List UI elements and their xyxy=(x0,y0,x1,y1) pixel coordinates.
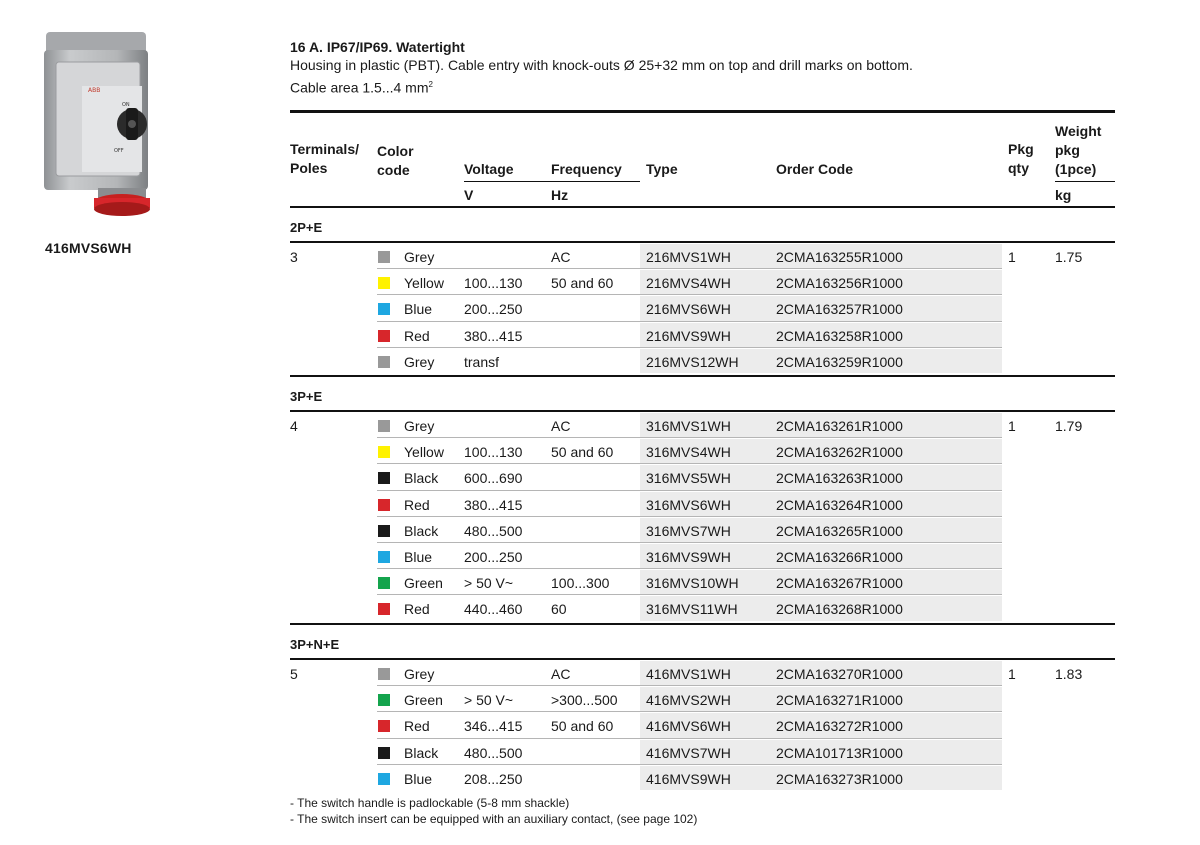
type-cell: 416MVS2WH xyxy=(646,692,731,709)
product-image xyxy=(42,28,154,218)
order-code-cell: 2CMA163258R1000 xyxy=(776,327,903,344)
col-weight-header xyxy=(1055,122,1101,179)
col-type-header: Type xyxy=(646,161,678,177)
order-code-cell: 2CMA163264R1000 xyxy=(776,496,903,513)
weight-cell: 1.79 xyxy=(1055,418,1083,434)
order-code-cell: 2CMA163272R1000 xyxy=(776,718,903,735)
voltage-cell: 100...130 xyxy=(464,275,523,292)
pkg-qty-cell: 1 xyxy=(1008,666,1016,682)
order-code-cell: 2CMA163256R1000 xyxy=(776,275,903,292)
voltage-cell: 480...500 xyxy=(464,744,523,761)
color-swatch xyxy=(378,720,390,732)
terminals-cell: 4 xyxy=(290,418,298,434)
voltage-cell: 200...250 xyxy=(464,301,523,318)
group-body xyxy=(290,243,1115,377)
frequency-cell: 100...300 xyxy=(551,575,610,592)
color-swatch xyxy=(378,420,390,432)
table-header xyxy=(290,113,1115,208)
group-label: 3P+E xyxy=(290,389,323,404)
color-name-cell: Yellow xyxy=(404,444,444,461)
frequency-cell: >300...500 xyxy=(551,692,618,709)
frequency-cell: AC xyxy=(551,249,571,265)
footnote-1: - The switch handle is padlockable (5-8 mm shackle) xyxy=(290,796,570,810)
order-code-cell: 2CMA163266R1000 xyxy=(776,549,903,565)
type-cell: 316MVS5WH xyxy=(646,470,731,487)
description-line-1: Housing in plastic (PBT). Cable entry with knock-outs Ø 25+32 mm on top and drill marks on bottom. xyxy=(290,57,913,73)
type-cell: 316MVS7WH xyxy=(646,522,731,539)
color-swatch xyxy=(378,330,390,342)
color-name-cell: Red xyxy=(404,327,430,344)
color-name-cell: Red xyxy=(404,718,430,735)
col-color-line2: code xyxy=(377,162,410,178)
header-underline-weight xyxy=(1055,181,1115,182)
color-name-cell: Grey xyxy=(404,249,435,265)
color-swatch xyxy=(378,446,390,458)
color-name-cell: Blue xyxy=(404,549,433,565)
col-frequency-header: Frequency xyxy=(551,161,622,177)
col-frequency-unit: Hz xyxy=(551,187,569,203)
type-cell: 316MVS6WH xyxy=(646,496,731,513)
type-cell: 216MVS6WH xyxy=(646,301,731,318)
col-weight-line2: pkg xyxy=(1055,142,1080,158)
color-swatch xyxy=(378,356,390,368)
row-divider xyxy=(377,685,1002,686)
footnotes xyxy=(290,795,697,827)
col-weight-line1: Weight xyxy=(1055,123,1102,139)
col-pkg-line1: Pkg xyxy=(1008,141,1034,157)
type-cell: 216MVS1WH xyxy=(646,249,731,265)
color-swatch xyxy=(378,303,390,315)
weight-cell: 1.83 xyxy=(1055,666,1083,682)
voltage-cell: 208...250 xyxy=(464,770,523,787)
color-name-cell: Green xyxy=(404,575,443,592)
group-label: 2P+E xyxy=(290,220,323,235)
terminals-cell: 5 xyxy=(290,666,298,682)
color-name-cell: Grey xyxy=(404,353,435,370)
group-label: 3P+N+E xyxy=(290,637,340,652)
col-order-code-header: Order Code xyxy=(776,161,854,177)
type-cell: 316MVS9WH xyxy=(646,549,731,565)
voltage-cell: 346...415 xyxy=(464,718,523,735)
frequency-cell: 50 and 60 xyxy=(551,718,614,735)
cable-area-text: Cable area 1.5...4 mm xyxy=(290,79,429,96)
type-cell: 216MVS9WH xyxy=(646,327,731,344)
color-name-cell: Grey xyxy=(404,418,435,434)
product-label: 416MVS6WH xyxy=(45,240,132,256)
order-code-cell: 2CMA163271R1000 xyxy=(776,692,903,709)
pkg-qty-cell: 1 xyxy=(1008,418,1016,434)
terminals-cell: 3 xyxy=(290,249,298,265)
color-name-cell: Red xyxy=(404,601,430,618)
row-divider xyxy=(377,294,1002,295)
voltage-cell: transf xyxy=(464,353,500,370)
type-cell: 316MVS11WH xyxy=(646,601,738,618)
frequency-cell: 60 xyxy=(551,601,567,618)
type-cell: 216MVS12WH xyxy=(646,353,739,370)
order-code-cell: 2CMA163265R1000 xyxy=(776,522,903,539)
footnote-2: - The switch insert can be equipped with an auxiliary contact, (see page 102) xyxy=(290,812,698,826)
color-swatch xyxy=(378,747,390,759)
row-divider xyxy=(377,594,1002,595)
frequency-cell: AC xyxy=(551,666,571,682)
color-swatch xyxy=(378,472,390,484)
section-title: 16 A. IP67/IP69. Watertight xyxy=(290,39,465,55)
color-name-cell: Red xyxy=(404,496,430,513)
section-header xyxy=(290,38,1170,98)
row-divider xyxy=(377,711,1002,712)
svg-text:ON: ON xyxy=(122,102,130,108)
group-body xyxy=(290,412,1115,625)
row-divider xyxy=(377,568,1002,569)
color-name-cell: Blue xyxy=(404,301,433,318)
spec-table xyxy=(290,110,1115,792)
col-pkg-header xyxy=(1008,140,1034,178)
svg-text:ABB: ABB xyxy=(88,87,101,94)
order-code-cell: 2CMA163261R1000 xyxy=(776,418,903,434)
order-code-cell: 2CMA163267R1000 xyxy=(776,575,903,592)
frequency-cell: 50 and 60 xyxy=(551,275,614,292)
row-divider xyxy=(377,437,1002,438)
group-header xyxy=(290,208,1115,243)
svg-text:OFF: OFF xyxy=(114,148,124,154)
voltage-cell: 380...415 xyxy=(464,496,523,513)
row-divider xyxy=(377,542,1002,543)
order-code-cell: 2CMA163263R1000 xyxy=(776,470,903,487)
col-terminals-line1: Terminals/ xyxy=(290,141,359,157)
color-name-cell: Grey xyxy=(404,666,435,682)
color-swatch xyxy=(378,603,390,615)
superscript-2: 2 xyxy=(428,80,433,89)
color-name-cell: Yellow xyxy=(404,275,444,292)
pkg-qty-cell: 1 xyxy=(1008,249,1016,265)
color-swatch xyxy=(378,251,390,263)
col-color-header xyxy=(377,142,414,180)
type-cell: 416MVS1WH xyxy=(646,666,731,682)
description-line-2 xyxy=(290,75,1170,98)
header-underline-vf xyxy=(464,181,640,182)
color-swatch xyxy=(378,277,390,289)
type-cell: 316MVS10WH xyxy=(646,575,739,592)
row-divider xyxy=(377,268,1002,269)
order-code-cell: 2CMA163273R1000 xyxy=(776,770,903,787)
voltage-cell: 100...130 xyxy=(464,444,523,461)
col-voltage-unit: V xyxy=(464,187,474,203)
color-swatch xyxy=(378,499,390,511)
color-name-cell: Blue xyxy=(404,770,433,787)
col-weight-unit: kg xyxy=(1055,187,1072,203)
color-swatch xyxy=(378,551,390,563)
type-cell: 316MVS1WH xyxy=(646,418,731,434)
color-name-cell: Black xyxy=(404,470,439,487)
order-code-cell: 2CMA163259R1000 xyxy=(776,353,903,370)
order-code-cell: 2CMA163255R1000 xyxy=(776,249,903,265)
voltage-cell: > 50 V~ xyxy=(464,692,514,709)
group-header xyxy=(290,625,1115,660)
voltage-cell: 380...415 xyxy=(464,327,523,344)
voltage-cell: 600...690 xyxy=(464,470,523,487)
color-name-cell: Black xyxy=(404,744,439,761)
col-terminals-line2: Poles xyxy=(290,160,328,176)
order-code-cell: 2CMA163262R1000 xyxy=(776,444,903,461)
col-weight-line3: (1pce) xyxy=(1055,161,1097,177)
color-swatch xyxy=(378,577,390,589)
weight-cell: 1.75 xyxy=(1055,249,1083,265)
voltage-cell: 440...460 xyxy=(464,601,523,618)
col-color-line1: Color xyxy=(377,143,414,159)
group-header xyxy=(290,377,1115,412)
order-code-cell: 2CMA101713R1000 xyxy=(776,744,903,761)
color-swatch xyxy=(378,694,390,706)
type-cell: 416MVS9WH xyxy=(646,770,731,787)
color-swatch xyxy=(378,668,390,680)
group-body xyxy=(290,660,1115,792)
frequency-cell: 50 and 60 xyxy=(551,444,614,461)
col-pkg-line2: qty xyxy=(1008,160,1029,176)
type-cell: 416MVS7WH xyxy=(646,744,731,761)
frequency-cell: AC xyxy=(551,418,571,434)
order-code-cell: 2CMA163270R1000 xyxy=(776,666,903,682)
order-code-cell: 2CMA163268R1000 xyxy=(776,601,903,618)
voltage-cell: > 50 V~ xyxy=(464,575,514,592)
table-groups xyxy=(290,208,1115,792)
color-swatch xyxy=(378,773,390,785)
color-name-cell: Green xyxy=(404,692,443,709)
row-divider xyxy=(377,463,1002,464)
type-cell: 316MVS4WH xyxy=(646,444,731,461)
order-code-cell: 2CMA163257R1000 xyxy=(776,301,903,318)
type-cell: 416MVS6WH xyxy=(646,718,731,735)
voltage-cell: 200...250 xyxy=(464,549,523,565)
col-terminals-header xyxy=(290,140,359,178)
col-voltage-header: Voltage xyxy=(464,161,514,177)
color-name-cell: Black xyxy=(404,522,439,539)
voltage-cell: 480...500 xyxy=(464,522,523,539)
type-cell: 216MVS4WH xyxy=(646,275,731,292)
color-swatch xyxy=(378,525,390,537)
